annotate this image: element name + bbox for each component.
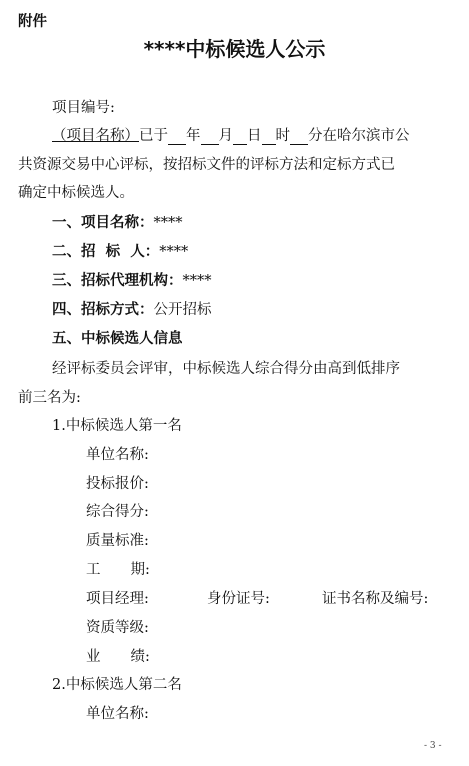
candidate1-period: 工 期: — [86, 562, 150, 578]
candidate1-project-manager: 项目经理: — [86, 591, 149, 607]
blank-year — [168, 128, 186, 145]
blank-month — [201, 128, 219, 145]
review-line-1: 经评标委员会评审，中标候选人综合得分由高到低排序 — [52, 361, 400, 377]
review-line-2: 前三名为: — [18, 390, 81, 406]
blank-minute — [290, 128, 308, 145]
blank-day — [233, 128, 247, 145]
candidate2-unit-name: 单位名称: — [86, 706, 149, 722]
candidate1-bid-price: 投标报价: — [86, 476, 149, 492]
section-method: 四、招标方式：公开招标 — [52, 302, 212, 318]
intro-line-2: 共资源交易中心评标，按招标文件的评标方法和定标方式已 — [18, 157, 395, 173]
candidate1-heading: 1.中标候选人第一名 — [52, 418, 182, 434]
page-title: ****中标候选人公示 — [143, 37, 326, 61]
candidate1-score: 综合得分: — [86, 504, 149, 520]
page-number: - 3 - — [424, 741, 442, 751]
candidate1-performance: 业 绩: — [86, 649, 150, 665]
section-candidate-info: 五、中标候选人信息 — [52, 331, 183, 347]
candidate1-qualification: 资质等级: — [86, 620, 149, 636]
candidate1-quality: 质量标准: — [86, 533, 149, 549]
candidate1-unit-name: 单位名称: — [86, 447, 149, 463]
blank-hour — [262, 128, 276, 145]
intro-line-1: （项目名称）已于 年 月 日 时 分在哈尔滨市公 — [52, 128, 410, 144]
candidate1-certificate: 证书名称及编号: — [322, 591, 429, 607]
intro-line-3: 确定中标候选人。 — [18, 185, 134, 201]
project-name-paren: （项目名称） — [52, 128, 139, 144]
candidate2-heading: 2.中标候选人第二名 — [52, 677, 182, 693]
candidate1-id-number: 身份证号: — [207, 591, 270, 607]
section-tenderer: 二、招 标 人：**** — [52, 244, 189, 260]
section-agency: 三、招标代理机构：**** — [52, 273, 212, 289]
attachment-label: 附件 — [18, 14, 47, 30]
project-number-label: 项目编号: — [52, 100, 115, 116]
section-project-name: 一、项目名称：**** — [52, 215, 183, 231]
